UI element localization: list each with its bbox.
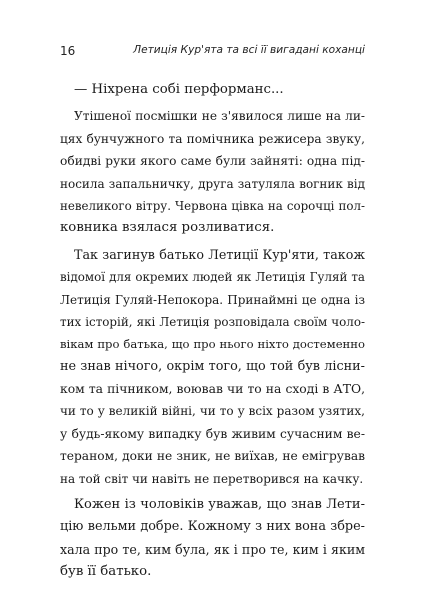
text-line: цях бунчужного та помічника режисера звуку,: [60, 131, 365, 146]
paragraph: [60, 105, 365, 239]
text-line: на той світ чи навіть не перетворився на качку.: [60, 471, 364, 486]
text-line: відомої для окремих людей як Летиція Гуляй та: [60, 270, 365, 285]
text-line: Кожен із чоловіків уважав, що знав Лети-: [74, 497, 365, 513]
text-line: тих історій, які Летиція розповідала своїм чоло-: [60, 314, 365, 329]
text-line: у будь-якому випадку був живим сучасним ве-: [60, 426, 365, 441]
text-line: не знав нічого, окрім того, що той був лісни-: [60, 358, 365, 374]
running-head: [60, 44, 365, 60]
text-line: ком та пічником, воював чи то на сході в АТО,: [60, 382, 365, 397]
text-line: чи то у великій війні, чи то у всіх разом узятих,: [60, 404, 365, 419]
text-line: — Ніхрена собі перформанс...: [74, 82, 284, 97]
text-line: Утішеної посмішки не з'явилося лише на ли-: [74, 109, 365, 124]
running-title: Летиція Кур'ята та всі її вигадані коханці: [133, 44, 365, 56]
text-line: тераном, доки не зник, не виїхав, не емігрував: [60, 449, 365, 464]
paragraph: [60, 494, 365, 584]
text-line: невеликого вітру. Червона цівка на сорочці пол-: [60, 198, 365, 213]
text-line: вікам про батька, що про нього ніхто достеменно: [60, 337, 365, 352]
body-text: [60, 79, 365, 588]
text-line: носила запальничку, друга затуляла вогник від: [60, 176, 365, 191]
text-line: хала про те, ким була, як і про те, ким і яким: [60, 541, 365, 557]
text-line: обидві руки якого саме були зайняті: одна під-: [60, 154, 365, 169]
text-line: цію вельми добре. Кожному з них вона збре-: [60, 519, 365, 535]
text-line: Летиція Гуляй-Непокора. Принаймні це одна із: [60, 292, 365, 307]
paragraph: [60, 244, 365, 490]
page-number: 16: [60, 44, 76, 58]
text-line: був її батько.: [60, 564, 152, 580]
text-line: ковника взялася розливатися.: [60, 220, 275, 236]
paragraph: [60, 79, 365, 101]
text-line: Так загинув батько Летиції Кур'яти, також: [74, 246, 365, 262]
